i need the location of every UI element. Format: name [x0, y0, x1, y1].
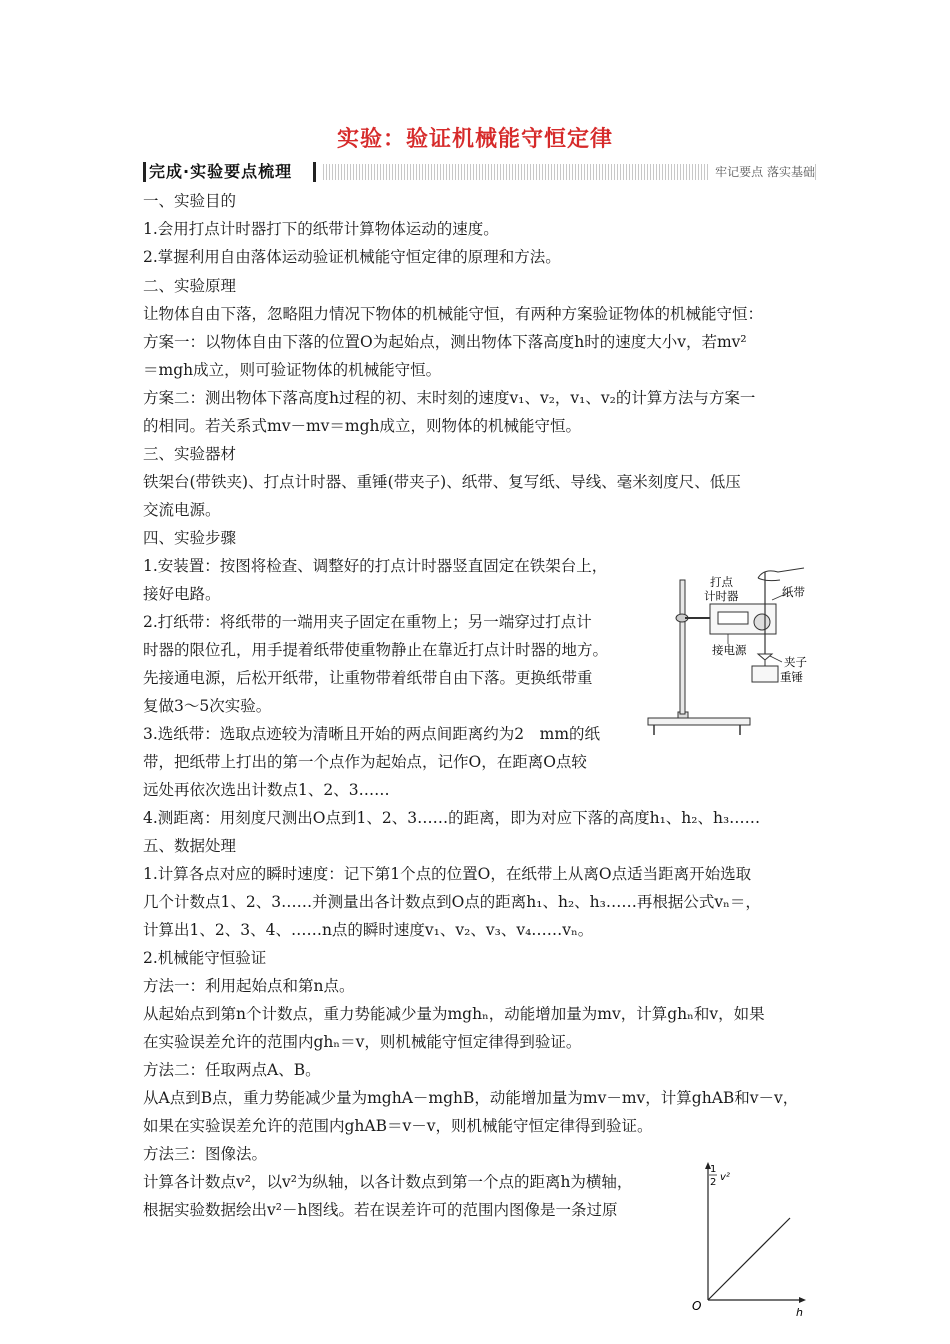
text-line: 交流电源。 — [143, 501, 221, 519]
label-tape: 纸带 — [782, 585, 805, 599]
section-banner — [143, 161, 817, 183]
heading-purpose: 一、实验目的 — [143, 192, 237, 210]
heading-data: 五、数据处理 — [143, 837, 237, 855]
banner-tagline: 牢记要点 落实基础 — [709, 161, 815, 183]
y-label-denominator: 2 — [710, 1177, 717, 1188]
text-line: 从起始点到第n个计数点，重力势能减少量为mghₙ，动能增加量为mv，计算ghₙ和v，如果 — [143, 1005, 765, 1023]
heading-equipment: 三、实验器材 — [143, 445, 237, 463]
text-line: 时器的限位孔，用手提着纸带使重物静止在靠近打点计时器的地方。 — [143, 641, 609, 659]
text-line: 如果在实验误差允许的范围内ghAB＝v－v，则机械能守恒定律得到验证。 — [143, 1117, 653, 1135]
text-line: 方法一：利用起始点和第n点。 — [143, 977, 355, 995]
text-line: 2.打纸带：将纸带的一端用夹子固定在重物上；另一端穿过打点计 — [143, 613, 592, 631]
y-label-variable: v² — [720, 1172, 730, 1183]
text-line: 1.安装置：按图将检查、调整好的打点计时器竖直固定在铁架台上， — [143, 557, 608, 575]
label-timer-2: 计时器 — [704, 589, 739, 603]
text-line: 让物体自由下落，忽略阻力情况下物体的机械能守恒，有两种方案验证物体的机械能守恒： — [143, 305, 764, 323]
text-line: 接好电路。 — [143, 585, 221, 603]
fit-line — [708, 1218, 790, 1300]
text-line: 远处再依次选出计数点1、2、3…… — [143, 781, 390, 799]
text-line: 方法二：任取两点A、B。 — [143, 1061, 321, 1079]
text-line: 从A点到B点，重力势能减少量为mghA－mghB，动能增加量为mv－mv，计算ghAB和v－v， — [143, 1089, 799, 1107]
origin-label: O — [692, 1299, 702, 1313]
text-line: 根据实验数据绘出v²－h图线。若在误差许可的范围内图像是一条过原 — [143, 1201, 618, 1219]
text-line: 方案二：测出物体下落高度h过程的初、末时刻的速度v₁、v₂，v₁、v₂的计算方法与方案一 — [143, 389, 756, 407]
x-label: h — [796, 1306, 803, 1319]
text-line: 计算出1、2、3、4、……n点的瞬时速度v₁、v₂、v₃、v₄……vₙ。 — [143, 921, 594, 939]
text-line: 1.会用打点计时器打下的纸带计算物体运动的速度。 — [143, 220, 499, 238]
text-line: 1.计算各点对应的瞬时速度：记下第1个点的位置O，在纸带上从离O点适当距离开始选取 — [143, 865, 752, 883]
y-label-numerator: 1 — [710, 1164, 717, 1175]
text-line: 铁架台(带铁夹)、打点计时器、重锤(带夹子)、纸带、复写纸、导线、毫米刻度尺、低压 — [143, 473, 741, 491]
weight-block — [752, 666, 778, 682]
timer-part — [718, 612, 748, 624]
text-line: 2.掌握利用自由落体运动验证机械能守恒定律的原理和方法。 — [143, 248, 561, 266]
text-line: 3.选纸带：选取点迹较为清晰且开始的两点间距离约为2 mm的纸 — [143, 725, 601, 743]
banner-divider — [313, 162, 316, 182]
text-line: 先接通电源，后松开纸带，让重物带着纸带自由下落。更换纸带重 — [143, 669, 593, 687]
x-axis-arrow — [799, 1297, 806, 1303]
text-line: 的相同。若关系式mv－mv＝mgh成立，则物体的机械能守恒。 — [143, 417, 582, 435]
base-plate — [648, 718, 750, 725]
clip-shape — [758, 654, 772, 660]
graph-figure — [690, 1160, 810, 1320]
page-title: 实验：验证机械能守恒定律 — [336, 127, 613, 152]
text-line: 计算各计数点v²，以v²为纵轴，以各计数点到第一个点的距离h为横轴， — [143, 1173, 633, 1191]
text-line: 方法三：图像法。 — [143, 1145, 268, 1163]
label-power: 接电源 — [712, 643, 747, 657]
text-line: 方案一：以物体自由下落的位置O为起始点，测出物体下落高度h时的速度大小v，若mv² — [143, 333, 747, 351]
text-line: ＝mgh成立，则可验证物体的机械能守恒。 — [143, 361, 442, 379]
stand-rod — [680, 580, 685, 714]
text-line: 复做3～5次实验。 — [143, 697, 272, 715]
timer-coil — [754, 614, 770, 630]
banner-bar — [143, 162, 146, 182]
text-line: 4.测距离：用刻度尺测出O点到1、2、3……的距离，即为对应下落的高度h₁、h₂、h₃…… — [143, 809, 761, 827]
banner-label: 完成·实验要点梳理 — [149, 161, 298, 183]
label-weight: 重锤 — [780, 670, 803, 684]
heading-steps: 四、实验步骤 — [143, 529, 237, 547]
text-line: 2.机械能守恒验证 — [143, 949, 267, 967]
heading-principle: 二、实验原理 — [143, 277, 237, 295]
label-timer-1: 打点 — [710, 575, 733, 589]
text-line: 带，把纸带上打出的第一个点作为起始点，记作O，在距离O点较 — [143, 753, 587, 771]
apparatus-figure — [640, 560, 820, 735]
text-line: 几个计数点1、2、3……并测量出各计数点到O点的距离h₁、h₂、h₃……再根据公式vₙ＝， — [143, 893, 761, 911]
text-line: 在实验误差允许的范围内ghₙ＝v，则机械能守恒定律得到验证。 — [143, 1033, 582, 1051]
label-clip: 夹子 — [784, 655, 807, 669]
